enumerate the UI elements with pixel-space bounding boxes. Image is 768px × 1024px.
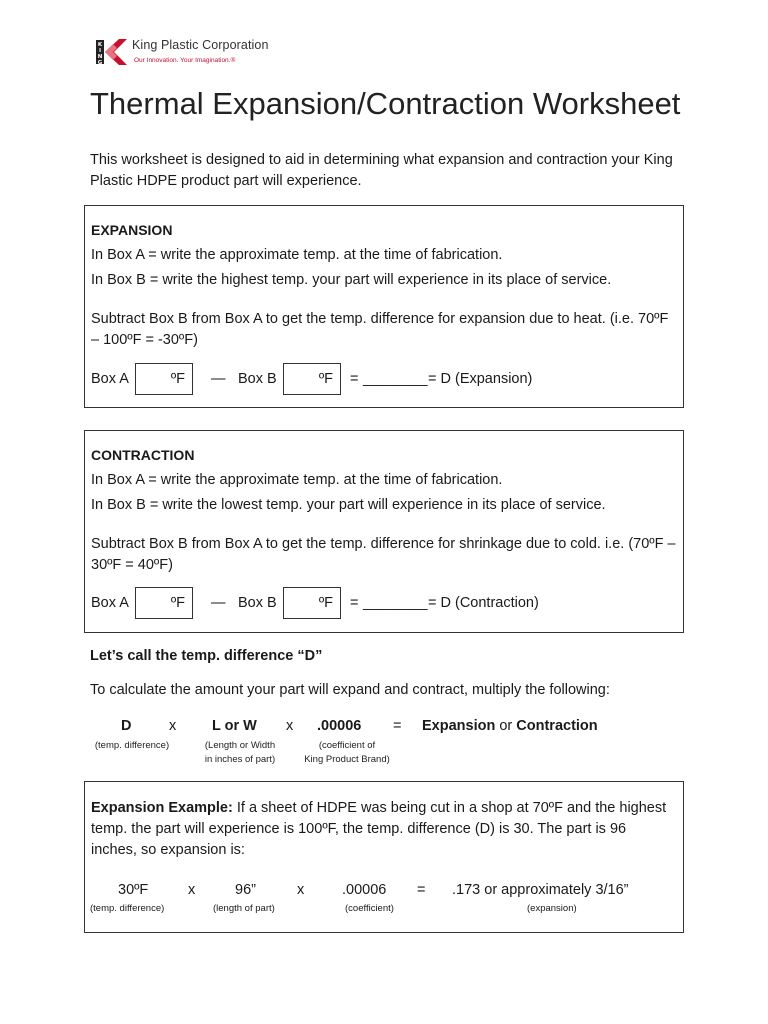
equation-result-contraction: Contraction xyxy=(516,718,598,734)
expansion-box-b-instruction: In Box B = write the highest temp. your part will experience in its place of service. xyxy=(91,272,612,288)
contraction-minus-sign: — xyxy=(211,595,226,611)
example-equals: = xyxy=(417,882,426,898)
expansion-box-a-unit: ºF xyxy=(170,371,185,387)
example-length: 96” xyxy=(235,882,256,898)
expansion-difference-blank[interactable]: ________ xyxy=(363,371,428,387)
company-tagline: Our Innovation. Your Imagination.® xyxy=(134,57,236,64)
example-result: .173 or approximately 3/16” xyxy=(452,882,629,898)
expansion-heading: EXPANSION xyxy=(91,222,173,238)
example-label: Expansion Example: xyxy=(91,800,233,816)
contraction-section xyxy=(84,430,684,633)
equation-times-1: x xyxy=(169,718,177,734)
equation-note-coefficient xyxy=(292,739,402,767)
equation-result xyxy=(422,718,598,734)
expansion-box-b-input[interactable] xyxy=(283,363,341,395)
equation-length-width: L or W xyxy=(212,718,257,734)
expansion-subtract-instruction: Subtract Box B from Box A to get the temp. difference for expansion due to heat. (i.e. 70ºF – 100ºF = -30ºF) xyxy=(91,311,669,348)
equation-equals: = xyxy=(393,718,402,734)
svg-text:N: N xyxy=(97,54,103,60)
page-title: Thermal Expansion/Contraction Worksheet xyxy=(90,86,681,121)
equation-result-expansion: Expansion xyxy=(422,718,496,734)
contraction-box-b-label: Box B xyxy=(238,595,277,611)
equation-times-2: x xyxy=(286,718,294,734)
example-temp: 30ºF xyxy=(118,882,149,898)
equation-d: D xyxy=(121,718,132,734)
expansion-box-a-instruction: In Box A = write the approximate temp. at the time of fabrication. xyxy=(91,247,503,263)
expansion-example-section xyxy=(84,781,684,933)
equation-note-length-width xyxy=(192,739,288,767)
calculation-instruction: To calculate the amount your part will expand and contract, multiply the following: xyxy=(90,682,610,698)
contraction-box-a-unit: ºF xyxy=(170,595,185,611)
contraction-box-b-input[interactable] xyxy=(283,587,341,619)
expansion-box-a-label: Box A xyxy=(91,371,129,387)
equation-note-d: (temp. difference) xyxy=(94,740,170,751)
svg-text:G: G xyxy=(97,60,103,66)
equation-note-coef-line2: King Product Brand) xyxy=(304,754,390,765)
example-coefficient: .00006 xyxy=(342,882,387,898)
example-text: If a sheet of HDPE was being cut in a shop at 70ºF and the highest temp. the part will experience is 100ºF, the temp. difference (D) is 30. The part is 96 inches, so expansion is: xyxy=(91,800,667,858)
example-note-temp: (temp. difference) xyxy=(90,903,165,914)
contraction-heading: CONTRACTION xyxy=(91,447,195,463)
example-times-1: x xyxy=(188,882,196,898)
expansion-equals-sign: = xyxy=(350,371,359,387)
expansion-result-label: = D (Expansion) xyxy=(428,371,533,387)
contraction-box-a-instruction: In Box A = write the approximate temp. at the time of fabrication. xyxy=(91,472,503,488)
equation-note-lw-line2: in inches of part) xyxy=(204,754,276,765)
expansion-minus-sign: — xyxy=(211,371,226,387)
contraction-equals-sign: = xyxy=(350,595,359,611)
example-note-result: (expansion) xyxy=(527,903,577,914)
company-logo xyxy=(96,38,269,66)
expansion-section xyxy=(84,205,684,408)
king-logo-mark-icon xyxy=(96,38,128,66)
example-paragraph xyxy=(91,798,675,861)
company-name: King Plastic Corporation xyxy=(132,38,269,52)
contraction-formula-row xyxy=(91,587,651,621)
contraction-box-b-unit: ºF xyxy=(318,595,333,611)
svg-text:I: I xyxy=(98,48,102,54)
example-note-coefficient: (coefficient) xyxy=(345,903,394,914)
expansion-box-b-unit: ºF xyxy=(318,371,333,387)
equation-result-or: or xyxy=(495,718,517,734)
example-note-length: (length of part) xyxy=(213,903,275,914)
expansion-box-a-input[interactable] xyxy=(135,363,193,395)
svg-text:K: K xyxy=(97,42,103,48)
equation-coefficient: .00006 xyxy=(317,718,362,734)
temp-difference-heading: Let’s call the temp. difference “D” xyxy=(90,648,323,664)
contraction-box-b-instruction: In Box B = write the lowest temp. your part will experience in its place of service. xyxy=(91,497,606,513)
equation-note-coef-line1: (coefficient of xyxy=(318,740,376,751)
equation-note-lw-line1: (Length or Width xyxy=(204,740,276,751)
expansion-formula-row xyxy=(91,363,651,397)
contraction-result-label: = D (Contraction) xyxy=(428,595,539,611)
intro-paragraph: This worksheet is designed to aid in determining what expansion and contraction your King Plastic HDPE product part will experience. xyxy=(90,152,673,189)
contraction-subtract-instruction: Subtract Box B from Box A to get the temp. difference for shrinkage due to cold. i.e. (70ºF – 30ºF = 40ºF) xyxy=(91,536,676,573)
expansion-box-b-label: Box B xyxy=(238,371,277,387)
contraction-box-a-label: Box A xyxy=(91,595,129,611)
contraction-box-a-input[interactable] xyxy=(135,587,193,619)
example-times-2: x xyxy=(297,882,305,898)
contraction-difference-blank[interactable]: ________ xyxy=(363,595,428,611)
